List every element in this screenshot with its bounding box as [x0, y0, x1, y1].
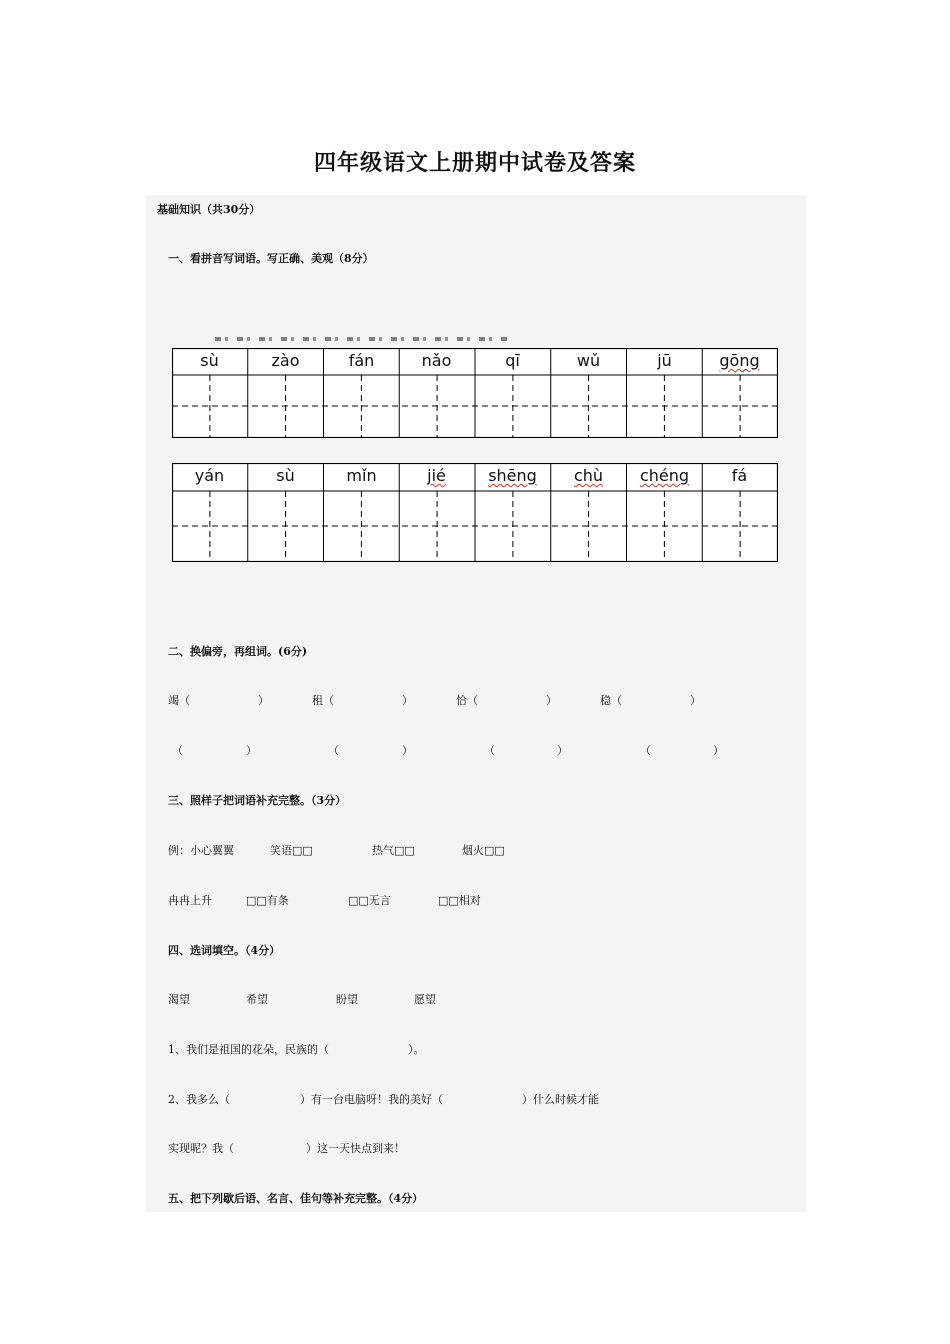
pinyin-cell: zào — [271, 351, 300, 370]
pinyin-cell: wǔ — [576, 351, 601, 370]
q2-blank-open: （ — [484, 744, 495, 757]
q2-blank-close: ） — [258, 694, 269, 707]
q4-word: 渴望 — [168, 993, 190, 1006]
pinyin-cell: sù — [276, 466, 295, 485]
q3-item: □□有条 — [246, 894, 289, 907]
q2-blank-close: ） — [557, 744, 568, 757]
pinyin-grid-row2 — [172, 463, 778, 562]
q2-blank-close: ） — [546, 694, 557, 707]
pinyin-cell: yán — [194, 466, 225, 485]
q4-heading: 四、选词填空。（4分） — [168, 944, 281, 957]
pinyin-cell: fá — [731, 466, 748, 485]
pinyin-grid-row1 — [172, 348, 778, 438]
q4-word: 盼望 — [336, 993, 358, 1006]
q4-sentence-part: ）有一台电脑呀！我的美好（ — [300, 1093, 443, 1106]
pinyin-cell: chéng — [639, 466, 690, 485]
q2-blank-open: （ — [640, 744, 651, 757]
pinyin-cell: shēng — [488, 466, 537, 485]
q3-item: 热气□□ — [372, 844, 415, 857]
q2-heading: 二、换偏旁，再组词。(6分) — [168, 645, 308, 658]
scan-artifact — [215, 337, 510, 341]
q3-item: 烟火□□ — [462, 844, 505, 857]
q4-sentence-part: 2、我多么（ — [168, 1093, 230, 1106]
pinyin-cell: fán — [348, 351, 375, 370]
section-header: 基础知识（共30分） — [157, 203, 261, 216]
q1-heading: 一、看拼音写词语。写正确、美观（8分） — [168, 252, 374, 265]
pinyin-cell: sù — [200, 351, 219, 370]
q2-blank-close: ） — [402, 694, 413, 707]
q5-heading: 五、把下列歇后语、名言、佳句等补充完整。（4分） — [168, 1192, 424, 1205]
q3-item: 冉冉上升 — [168, 894, 212, 907]
q2-blank-open: （ — [328, 744, 339, 757]
q4-word: 愿望 — [414, 993, 436, 1006]
q2-blank-close: ） — [713, 744, 724, 757]
q3-item: 笑语□□ — [270, 844, 313, 857]
q2-blank-open: 租（ — [312, 694, 334, 707]
q4-sentence-part: 实现呢？我（ — [168, 1142, 234, 1155]
q2-blank-close: ） — [690, 694, 701, 707]
pinyin-cell: jié — [427, 466, 446, 485]
pinyin-cell: nǎo — [421, 351, 452, 370]
page-title: 四年级语文上册期中试卷及答案 — [313, 150, 636, 176]
q2-blank-close: ） — [246, 744, 257, 757]
pinyin-cell: gōng — [719, 351, 760, 370]
q4-sentence-part: ）这一天快点到来！ — [306, 1142, 405, 1155]
q4-sentence-part: 1、我们是祖国的花朵，民族的（ — [168, 1043, 329, 1056]
pinyin-cell: mǐn — [346, 466, 377, 485]
q2-blank-open: （ — [172, 744, 183, 757]
q3-item: □□无言 — [348, 894, 391, 907]
q2-blank-open: 稳（ — [600, 694, 622, 707]
q4-sentence-part: ）。 — [408, 1043, 425, 1056]
pinyin-cell: qī — [505, 351, 520, 370]
q3-item: □□相对 — [438, 894, 481, 907]
q4-sentence-part: ）什么时候才能 — [522, 1093, 599, 1106]
q4-word: 希望 — [246, 993, 268, 1006]
q2-blank-close: ） — [402, 744, 413, 757]
q3-heading: 三、照样子把词语补充完整。（3分） — [168, 794, 347, 807]
q3-item: 例：小心翼翼 — [168, 844, 234, 857]
pinyin-cell: jū — [657, 351, 672, 370]
pinyin-cell: chù — [573, 466, 604, 485]
q2-blank-open: 竭（ — [168, 694, 190, 707]
q2-blank-open: 恰（ — [456, 694, 478, 707]
